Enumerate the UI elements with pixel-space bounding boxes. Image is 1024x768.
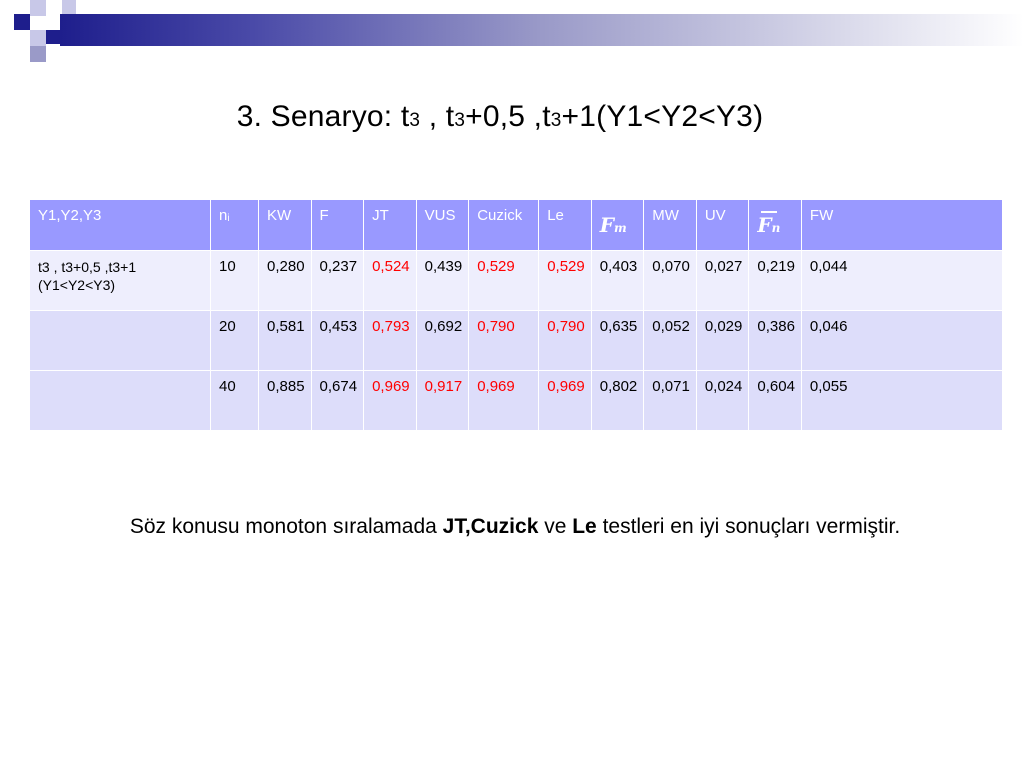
header-kw: KW	[259, 200, 312, 251]
cell-fmbar: 0,386	[749, 311, 802, 371]
table-header-row	[30, 200, 1003, 251]
results-table	[29, 199, 1003, 431]
cell-kw: 0,885	[259, 371, 312, 431]
cell-vus: 0,917	[416, 371, 469, 431]
cell-fw: 0,044	[801, 251, 1002, 311]
cell-kw: 0,581	[259, 311, 312, 371]
header-jt: JT	[364, 200, 417, 251]
header-le: Le	[539, 200, 592, 251]
cell-cuzick: 0,969	[469, 371, 539, 431]
cell-mw: 0,052	[644, 311, 697, 371]
cell-fm: 0,403	[591, 251, 644, 311]
conclusion-text: Söz konusu monoton sıralamada JT,Cuzick ve Le testleri en iyi sonuçları vermiştir.	[129, 515, 901, 538]
cell-fmbar: 0,604	[749, 371, 802, 431]
header-group: Y1,Y2,Y3	[30, 200, 211, 251]
header-mw: MW	[644, 200, 697, 251]
cell-fw: 0,055	[801, 371, 1002, 431]
header-fm	[591, 200, 644, 251]
deco-square	[30, 0, 46, 16]
header-vus: VUS	[416, 200, 469, 251]
row-label: t3 , t3+0,5 ,t3+1 (Y1<Y2<Y3)	[30, 251, 211, 311]
table-row	[30, 311, 1003, 371]
highlight-tests: JT,Cuzick	[442, 515, 539, 538]
cell-vus: 0,692	[416, 311, 469, 371]
cell-le: 0,529	[539, 251, 592, 311]
fm-bar-symbol: Fn	[757, 213, 781, 237]
deco-square	[30, 46, 46, 62]
cell-uv: 0,029	[696, 311, 749, 371]
cell-cuzick: 0,529	[469, 251, 539, 311]
cell-n: 10	[211, 251, 259, 311]
deco-square	[62, 0, 76, 14]
cell-f: 0,237	[311, 251, 364, 311]
header-fmbar	[749, 200, 802, 251]
cell-fm: 0,635	[591, 311, 644, 371]
slide-title: 3. Senaryo: t3 , t3+0,5 ,t3+1(Y1<Y2<Y3)	[236, 100, 764, 133]
deco-square	[30, 30, 46, 46]
cell-fmbar: 0,219	[749, 251, 802, 311]
header-cuzick: Cuzick	[469, 200, 539, 251]
cell-kw: 0,280	[259, 251, 312, 311]
row-label	[30, 311, 211, 371]
header-f: F	[311, 200, 364, 251]
table-row	[30, 371, 1003, 431]
header-n: $n_i$	[211, 200, 259, 251]
cell-mw: 0,070	[644, 251, 697, 311]
cell-jt: 0,969	[364, 371, 417, 431]
deco-square	[46, 14, 60, 30]
header-fw: FW	[801, 200, 1002, 251]
cell-cuzick: 0,790	[469, 311, 539, 371]
highlight-le: Le	[572, 515, 597, 538]
row-label	[30, 371, 211, 431]
cell-fw: 0,046	[801, 311, 1002, 371]
cell-jt: 0,793	[364, 311, 417, 371]
cell-mw: 0,071	[644, 371, 697, 431]
deco-square	[14, 14, 30, 30]
cell-le: 0,969	[539, 371, 592, 431]
cell-vus: 0,439	[416, 251, 469, 311]
cell-f: 0,674	[311, 371, 364, 431]
cell-n: 40	[211, 371, 259, 431]
cell-uv: 0,027	[696, 251, 749, 311]
cell-f: 0,453	[311, 311, 364, 371]
cell-le: 0,790	[539, 311, 592, 371]
table-row	[30, 251, 1003, 311]
cell-n: 20	[211, 311, 259, 371]
cell-fm: 0,802	[591, 371, 644, 431]
cell-jt: 0,524	[364, 251, 417, 311]
header-uv: UV	[696, 200, 749, 251]
header-gradient-bar	[60, 14, 1024, 46]
cell-uv: 0,024	[696, 371, 749, 431]
fm-symbol: Fm	[599, 213, 627, 237]
